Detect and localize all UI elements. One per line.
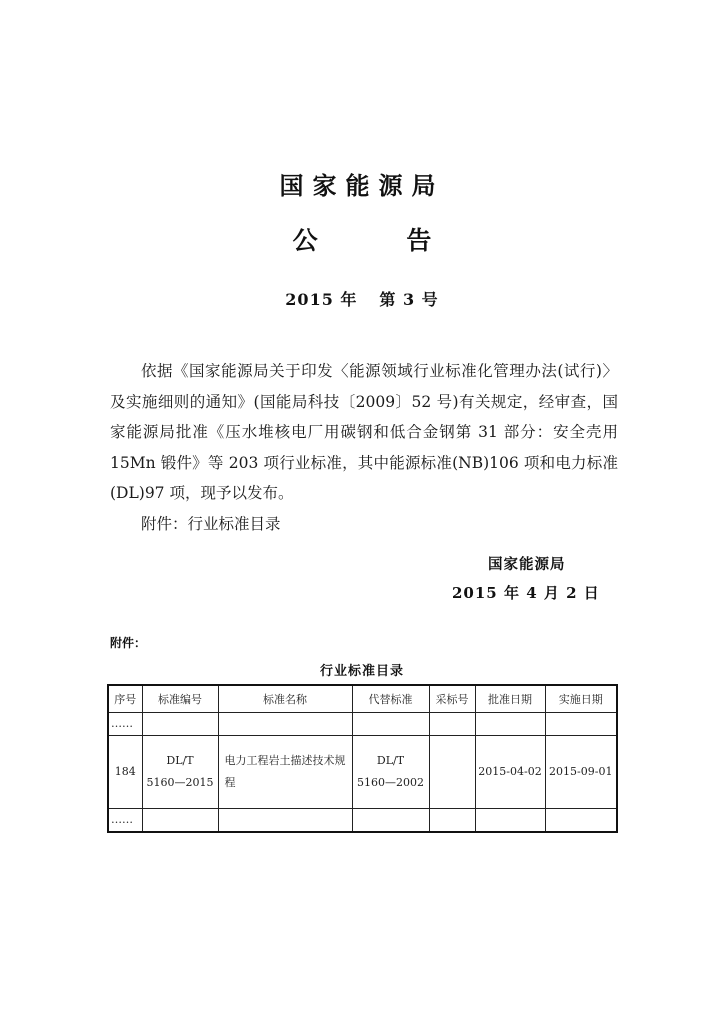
row-code: [142, 735, 218, 808]
row-replaces: [352, 735, 429, 808]
row-seq: 184: [108, 735, 142, 808]
issue-no: 第 3 号: [379, 290, 439, 309]
document-type: 公 告: [292, 226, 472, 255]
table-header-row: [108, 685, 617, 712]
annex-label: 附件：: [110, 636, 147, 650]
row-effective: 2015-09-01: [545, 735, 617, 808]
row-approved: 2015-04-02: [475, 735, 545, 808]
header-code: 标准编号: [142, 685, 218, 712]
announcement-paragraph: 依据《国家能源局关于印发〈能源领域行业标准化管理办法(试行)〉及实施细则的通知》(国能局科技〔2009〕52 号)有关规定，经审查，国家能源局批准《压水堆核电厂用碳钢和低合金钢第 31 部分：安全壳用 15Mn 锻件》等 203 项行业标准，其中能源标准(NB)106 项和电力标准(DL)97 项，现予以发布。: [110, 362, 618, 502]
header-replaces: 代替标准: [352, 685, 429, 712]
ellipsis-cell: ……: [108, 712, 142, 735]
row-name: 电力工程岩土描述技术规程: [218, 735, 352, 808]
header-adopted: 采标号: [429, 685, 475, 712]
row-code-line2: 5160—2015: [146, 775, 214, 789]
row-replaces-line2: 5160—2002: [357, 775, 424, 789]
row-adopted: [429, 735, 475, 808]
header-seq: 序号: [108, 685, 142, 712]
table-row: [108, 735, 617, 808]
ellipsis-cell: ……: [108, 808, 142, 832]
row-code-line1: DL/T: [166, 753, 194, 767]
row-replaces-line1: DL/T: [376, 753, 405, 767]
table-row: [108, 808, 617, 832]
header-effective: 实施日期: [545, 685, 617, 712]
standards-catalog-table: [107, 684, 618, 833]
signature-org: 国家能源局: [488, 557, 566, 573]
annex-note: 附件：行业标准目录: [141, 514, 281, 533]
table-row: [108, 712, 617, 735]
org-title: 国家能源局: [279, 172, 445, 200]
issue-year: 2015 年: [285, 290, 358, 309]
header-name: 标准名称: [218, 685, 352, 712]
signature-date: 2015 年 4 月 2 日: [452, 584, 600, 602]
header-approved: 批准日期: [475, 685, 545, 712]
catalog-title: 行业标准目录: [319, 664, 404, 679]
announcement-body: [110, 356, 618, 539]
issue-number: [0, 287, 724, 310]
